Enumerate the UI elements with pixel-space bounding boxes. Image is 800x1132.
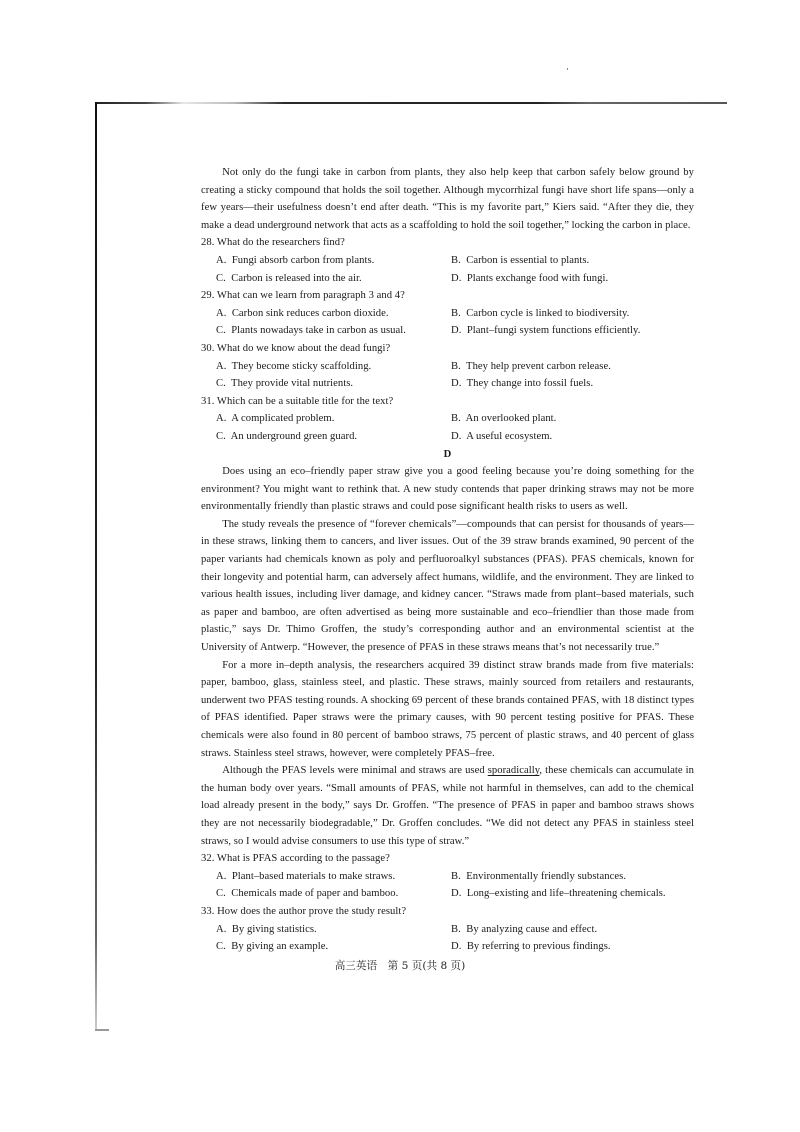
option-c: C. Carbon is released into the air. (216, 272, 362, 284)
question-31 (201, 393, 694, 446)
options-grid (201, 305, 694, 340)
option-a: A. Plant–based materials to make straws. (216, 870, 396, 882)
option-c: C. By giving an example. (216, 941, 329, 953)
question-stem (201, 234, 694, 252)
passage-d-paragraph-4: Although the PFAS levels were minimal and straws are used sporadically, these chemicals can accumulate in the human body over years. “Small amounts of PFAS, while not harmful in themselves, can add to the chemical load already present in the body,” says Dr. Groffen. “The presence of PFAS in paper and bamboo straws shows they are not necessarily biodegradable,” Dr. Groffen concludes. “We did not detect any PFAS in stainless steel straws, so I would advise consumers to use this type of straw.” (201, 765, 695, 847)
option-c: C. An underground green guard. (216, 430, 358, 442)
option-a: A. Fungi absorb carbon from plants. (216, 254, 375, 266)
passage-d-paragraph-1: Does using an eco–friendly paper straw give you a good feeling because you’re doing something for the environment? You might want to rethink that. A new study contends that paper drinking straws may not be more environmentally friendly than plastic straws and could pose significant health risks to users as well. (201, 466, 694, 513)
question-29 (201, 287, 694, 340)
question-33 (201, 903, 694, 956)
passage-d-paragraph-2: The study reveals the presence of “forever chemicals”—compounds that can persist for thousands of years—in these straws, linking them to cancers, and liver issues. Out of the 39 straw brands examined, 90 percent of the paper variants had chemicals known as poly and perfluoroalkyl substances (PFAS). PFAS chemicals, known for their longevity and potential harm, can adversely affect humans, wildlife, and the environment. They are linked to various health issues, including liver damage, and kidney cancer. “Straws made from plant–based materials, such as paper and bamboo, are often advertised as being more sustainable and eco–friendlier than those made from plastic,” says Dr. Thimo Groffen, the study’s corresponding author and an environmental scientist at the University of Antwerp. “However, the presence of PFAS in these straws means that’s not necessarily true.” (201, 518, 694, 654)
option-d: D. By referring to previous findings. (451, 941, 611, 953)
options-grid (201, 868, 694, 903)
option-a: A. Carbon sink reduces carbon dioxide. (216, 307, 389, 319)
options-grid (201, 252, 694, 287)
page-border-bottom-stub (95, 1029, 109, 1031)
question-stem (201, 393, 694, 411)
question-number: 31. (201, 395, 215, 407)
options-grid (201, 358, 694, 393)
question-number: 29. (201, 290, 215, 302)
question-text: How does the author prove the study result? (217, 905, 407, 917)
underlined-word: sporadically (487, 765, 540, 777)
option-d: D. Long–existing and life–threatening chemicals. (451, 888, 666, 900)
option-d: D. Plant–fungi system functions efficiently. (451, 325, 641, 337)
option-b: B. Environmentally friendly substances. (451, 870, 627, 882)
option-b: B. An overlooked plant. (451, 413, 557, 425)
options-grid (201, 921, 694, 956)
page-content (201, 164, 694, 956)
section-title-d: D (443, 448, 452, 460)
question-30 (201, 340, 694, 393)
question-stem (201, 850, 694, 868)
passage-d-paragraph-3: For a more in–depth analysis, the researchers acquired 39 distinct straw brands made from five materials: paper, bamboo, glass, stainless steel, and plastic. These straws, mainly sourced from retailers and restaurants, underwent two PFAS testing rounds. A shocking 69 percent of these brands contained PFAS, with 18 distinct types of PFAS identified. Paper straws were the primary causes, with 90 percent testing positive for PFAS. These chemicals were also found in 80 percent of bamboo straws, 75 percent of plastic straws, and 40 percent of glass straws. Stainless steel straws, however, were completely PFAS–free. (201, 659, 694, 759)
option-c: C. They provide vital nutrients. (216, 378, 354, 390)
option-d: D. They change into fossil fuels. (451, 378, 594, 390)
question-number: 33. (201, 905, 215, 917)
scan-speck (567, 68, 568, 70)
question-text: What do we know about the dead fungi? (216, 342, 391, 354)
option-d: D. A useful ecosystem. (451, 430, 553, 442)
option-b: B. By analyzing cause and effect. (451, 923, 598, 935)
option-a: A. A complicated problem. (216, 413, 335, 425)
question-stem (201, 903, 694, 921)
question-text: What is PFAS according to the passage? (216, 853, 390, 865)
question-stem (201, 340, 694, 358)
option-d: D. Plants exchange food with fungi. (451, 272, 609, 284)
page-border-top (95, 102, 727, 104)
question-28 (201, 234, 694, 287)
question-number: 30. (201, 342, 215, 354)
option-a: A. They become sticky scaffolding. (216, 360, 372, 372)
option-c: C. Chemicals made of paper and bamboo. (216, 888, 399, 900)
question-text: What can we learn from paragraph 3 and 4? (216, 290, 405, 302)
option-a: A. By giving statistics. (216, 923, 317, 935)
option-c: C. Plants nowadays take in carbon as usual. (216, 325, 406, 337)
question-text: What do the researchers find? (216, 237, 345, 249)
question-number: 32. (201, 853, 215, 865)
option-b: B. Carbon cycle is linked to biodiversity. (451, 307, 630, 319)
question-number: 28. (201, 237, 215, 249)
option-b: B. Carbon is essential to plants. (451, 254, 590, 266)
options-grid (201, 410, 694, 445)
page-border-left (95, 102, 97, 1030)
question-stem (201, 287, 694, 305)
question-text: Which can be a suitable title for the text? (216, 395, 394, 407)
option-b: B. They help prevent carbon release. (451, 360, 611, 372)
page-footer: 高三英语 第 5 页(共 8 页) (334, 960, 466, 972)
passage-c-paragraph: Not only do the fungi take in carbon from plants, they also help keep that carbon safely below ground by creating a sticky compound that holds the soil together. Although mycorrhizal fungi have short life spans—only a few years—their usefulness doesn’t end after death. “This is my favorite part,” Kiers said. “After they die, they make a dead underground network that acts as a scaffolding to hold the soil together,” locking the carbon in place. (201, 167, 694, 231)
question-32 (201, 850, 694, 903)
